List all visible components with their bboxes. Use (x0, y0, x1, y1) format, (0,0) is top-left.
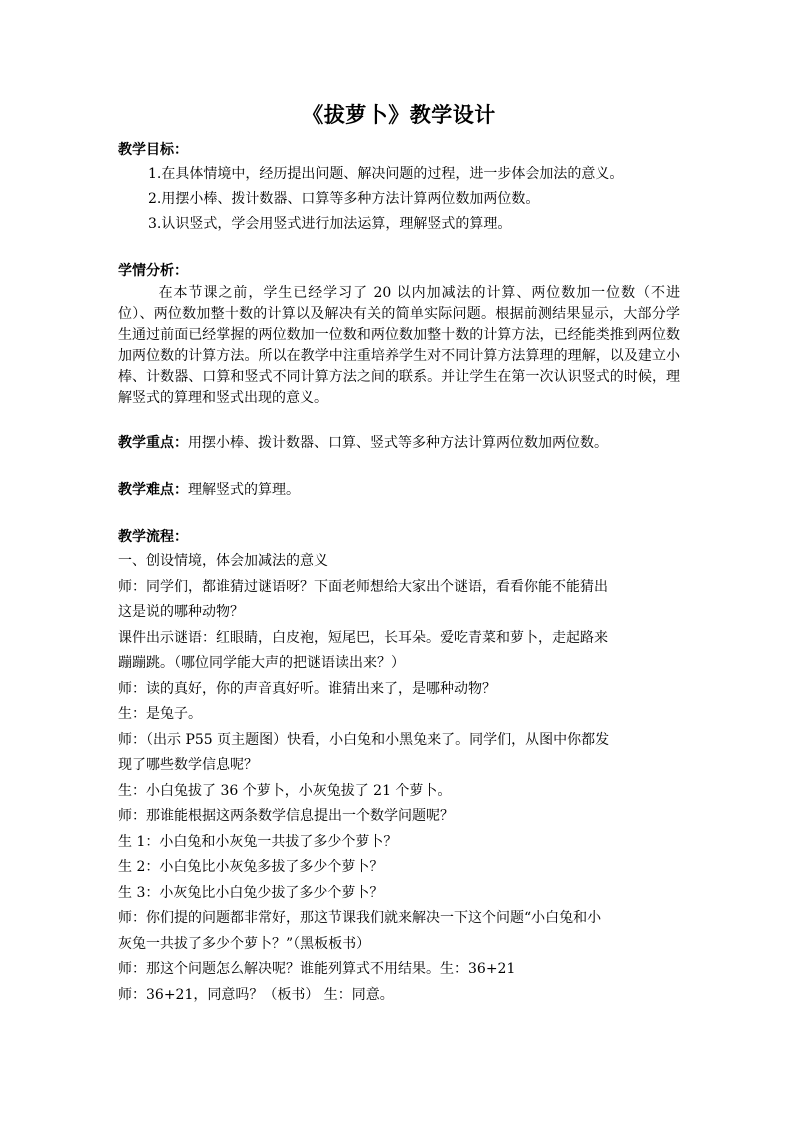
goal-item: 2.用摆小棒、拨计数器、口算等多种方法计算两位数加两位数。 (148, 191, 540, 207)
process-line: 生：是兔子。 (118, 706, 202, 722)
difficulty-text: 理解竖式的算理。 (188, 482, 300, 498)
analysis-heading: 学情分析： (118, 263, 188, 279)
spacer (118, 503, 680, 525)
process-line: 灰兔一共拔了多少个萝卜？”（黑板板书） (118, 935, 371, 952)
spacer (118, 456, 680, 478)
process-line: 师：那这个问题怎么解决呢？谁能列算式不用结果。生：36+21 (118, 961, 516, 977)
process-line: 师：同学们，都谁猜过谜语呀？下面老师想给大家出个谜语，看看你能不能猜出 (118, 578, 608, 595)
process-line: 师：读的真好，你的声音真好听。谁猜出来了，是哪种动物？ (118, 680, 496, 697)
process-line: 课件出示谜语：红眼睛，白皮袍，短尾巴，长耳朵。爱吃青菜和萝卜，走起路来 (118, 629, 608, 646)
process-line: 师：36+21，同意吗？（板书） 生：同意。 (118, 986, 394, 1003)
process-line: 蹦蹦跳。（哪位同学能大声的把谜语读出来？） (118, 655, 405, 671)
key-points-text: 用摆小棒、拨计数器、口算、竖式等多种方法计算两位数加两位数。 (188, 435, 608, 451)
process-line: 生 2：小白兔比小灰兔多拔了多少个萝卜？ (118, 859, 384, 875)
process-section (118, 525, 680, 1008)
process-line: 一、创设情境，体会加减法的意义 (118, 553, 328, 569)
goals-section (118, 138, 680, 237)
process-line: 生 3：小灰兔比小白兔少拔了多少个萝卜？ (118, 884, 384, 901)
process-line: 这是说的哪种动物？ (118, 604, 244, 620)
process-line: 师：你们提的问题都非常好，那这节课我们就来解决一下这个问题“小白兔和小 (118, 910, 602, 926)
process-heading: 教学流程： (118, 529, 188, 545)
document-title: 《拔萝卜》教学设计 (302, 102, 496, 127)
goals-heading: 教学目标： (118, 142, 188, 158)
spacer (118, 237, 680, 259)
process-line: 师：那谁能根据这两条数学信息提出一个数学问题呢？ (118, 808, 454, 824)
difficulty-label: 教学难点： (118, 482, 188, 498)
analysis-paragraph: 在本节课之前，学生已经学习了 20 以内加减法的计算、两位数加一位数（不进位）、两位数加整十数的计算以及解决有关的简单实际问题。根据前测结果显示，大部分学生通过前面已经掌握的两位数加一位数和两位数加整十数的计算方法，已经能类推到两位数加两位数的计算方法。所以在教学中注重培养学生对不同计算方法算理的理解，以及建立小棒、计数器、口算和竖式不同计算方法之间的联系。并让学生在第一次认识竖式的时候，理解竖式的算理和竖式出现的意义。 (118, 285, 680, 406)
goal-item: 3.认识竖式，学会用竖式进行加法运算，理解竖式的算理。 (148, 216, 512, 232)
goal-item: 1.在具体情境中，经历提出问题、解决问题的过程，进一步体会加法的意义。 (148, 166, 624, 182)
process-line: 生：小白兔拔了 36 个萝卜，小灰兔拔了 21 个萝卜。 (118, 782, 452, 799)
document-page (118, 100, 680, 1008)
spacer (118, 409, 680, 431)
key-points-label: 教学重点： (118, 435, 188, 451)
process-line: 师：（出示 P55 页主题图）快看，小白兔和小黑兔来了。同学们，从图中你都发 (118, 731, 610, 748)
process-line: 生 1：小白兔和小灰兔一共拔了多少个萝卜？ (118, 833, 398, 850)
difficulty (118, 478, 680, 503)
analysis-section (118, 259, 680, 409)
key-points (118, 431, 680, 456)
process-line: 现了哪些数学信息呢？ (118, 757, 258, 773)
